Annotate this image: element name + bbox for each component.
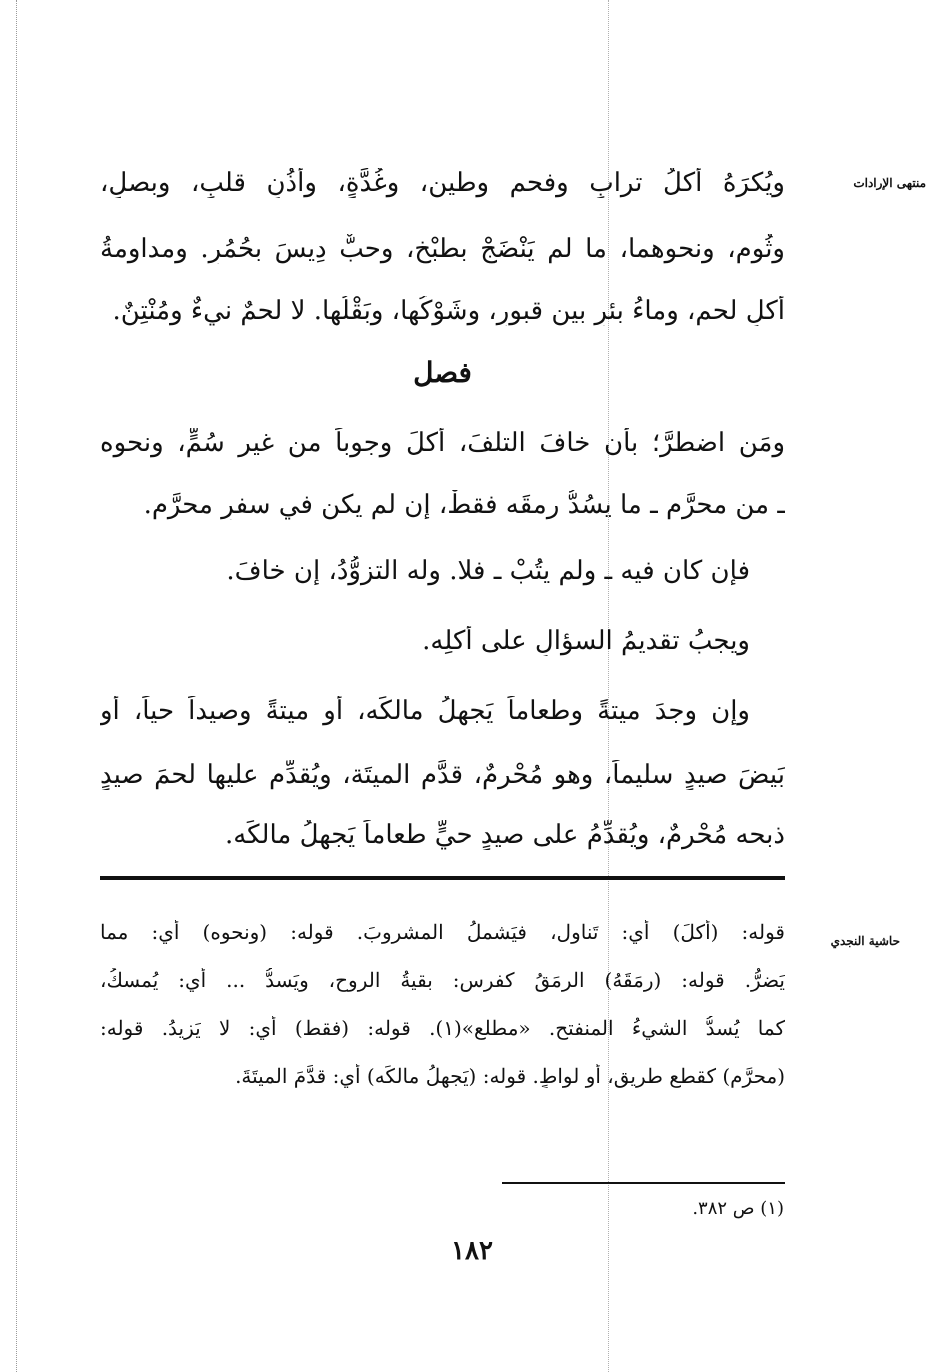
main-text-line: فإن كان فيه ـ ولم يتُبْ ـ فلا. وله التزوُّدُ، إن خافَ.	[226, 556, 750, 586]
main-text-line: وثُومٍ، ونحوِهما، ما لم يَنْضَجْ بطبْخٍ، وحبٌّ دِيسَ بحُمُرٍ. ومداومةُ	[100, 234, 785, 264]
section-divider	[100, 876, 785, 880]
page-margin-dots	[16, 0, 17, 1372]
main-text-line: ـ من محرَّمٍ ـ ما يسُدُّ رمقَه فقطْ، إن لم يكن في سفرٍ محرَّمٍ.	[143, 490, 785, 520]
footnote: (١) ص ٣٨٢.	[692, 1198, 784, 1219]
page-fold-dots	[608, 0, 609, 1372]
section-heading: فصل	[413, 356, 472, 389]
main-text-line: وإن وجدَ ميتةً وطعاماً يَجهلُ مالكَه، أو ميتةً وصيداً حياً، أو	[100, 696, 750, 726]
main-text-line: ويجبُ تقديمُ السؤالِ على أكلِه.	[422, 626, 750, 656]
main-text-line: بَيضَ صيدٍ سليماً، وهو مُحْرِمٌ، قدَّم الميتَة، ويُقدِّم عليها لحمَ صيدٍ	[100, 760, 785, 790]
commentary-label: حاشية النجدي	[830, 934, 900, 948]
commentary-line: كما يُسدُّ الشيءُ المنفتحِ. «مطلع»(١). قوله: (فقط) أي: لا يَزيدُ. قوله:	[100, 1016, 785, 1040]
main-text-line: أكلِ لحمٍ، وماءُ بئرٍ بين قبورٍ، وشَوْكُها، وبَقْلُها. لا لحمٌ نيءٌ ومُنْتِنٌ.	[112, 296, 785, 326]
main-text-line: ويُكرَهُ أكلُ ترابٍ وفحمٍ وطينٍ، وغُدَّةٍ، وأُذُنِ قلبٍ، وبصلٍ،	[100, 168, 785, 198]
main-text-line: ذبحه مُحْرِمٌ، ويُقدِّمُ على صيدٍ حيٍّ طعاماً يَجهلُ مالكَه.	[224, 820, 785, 850]
commentary-line: قوله: (أكلَ) أي: تَناول، فيَشملُ المشروبَ. قوله: (ونحوِه) أي: مما	[100, 920, 785, 944]
commentary-line: يَضرُّ. قوله: (رمَقَهُ) الرمَقُ كفرسٍ: بقيةُ الروحِ، ويَسدُّ ... أي: يُمسكُ،	[100, 968, 785, 992]
book-title-label: منتهى الإرادات	[853, 176, 926, 190]
footnote-divider	[502, 1182, 785, 1184]
page-number: ١٨٢	[451, 1236, 493, 1266]
main-text-line: ومَنِ اضطرَّ؛ بأن خافَ التلفَ، أكلَ وجوباً من غير سُمٍّ، ونحوِه	[100, 428, 785, 458]
commentary-line: (محرَّمٍ) كقطعِ طريقٍ، أو لواطٍ. قوله: (يَجهلُ مالكَه) أي: قدَّمَ الميتَةَ.	[235, 1064, 785, 1088]
